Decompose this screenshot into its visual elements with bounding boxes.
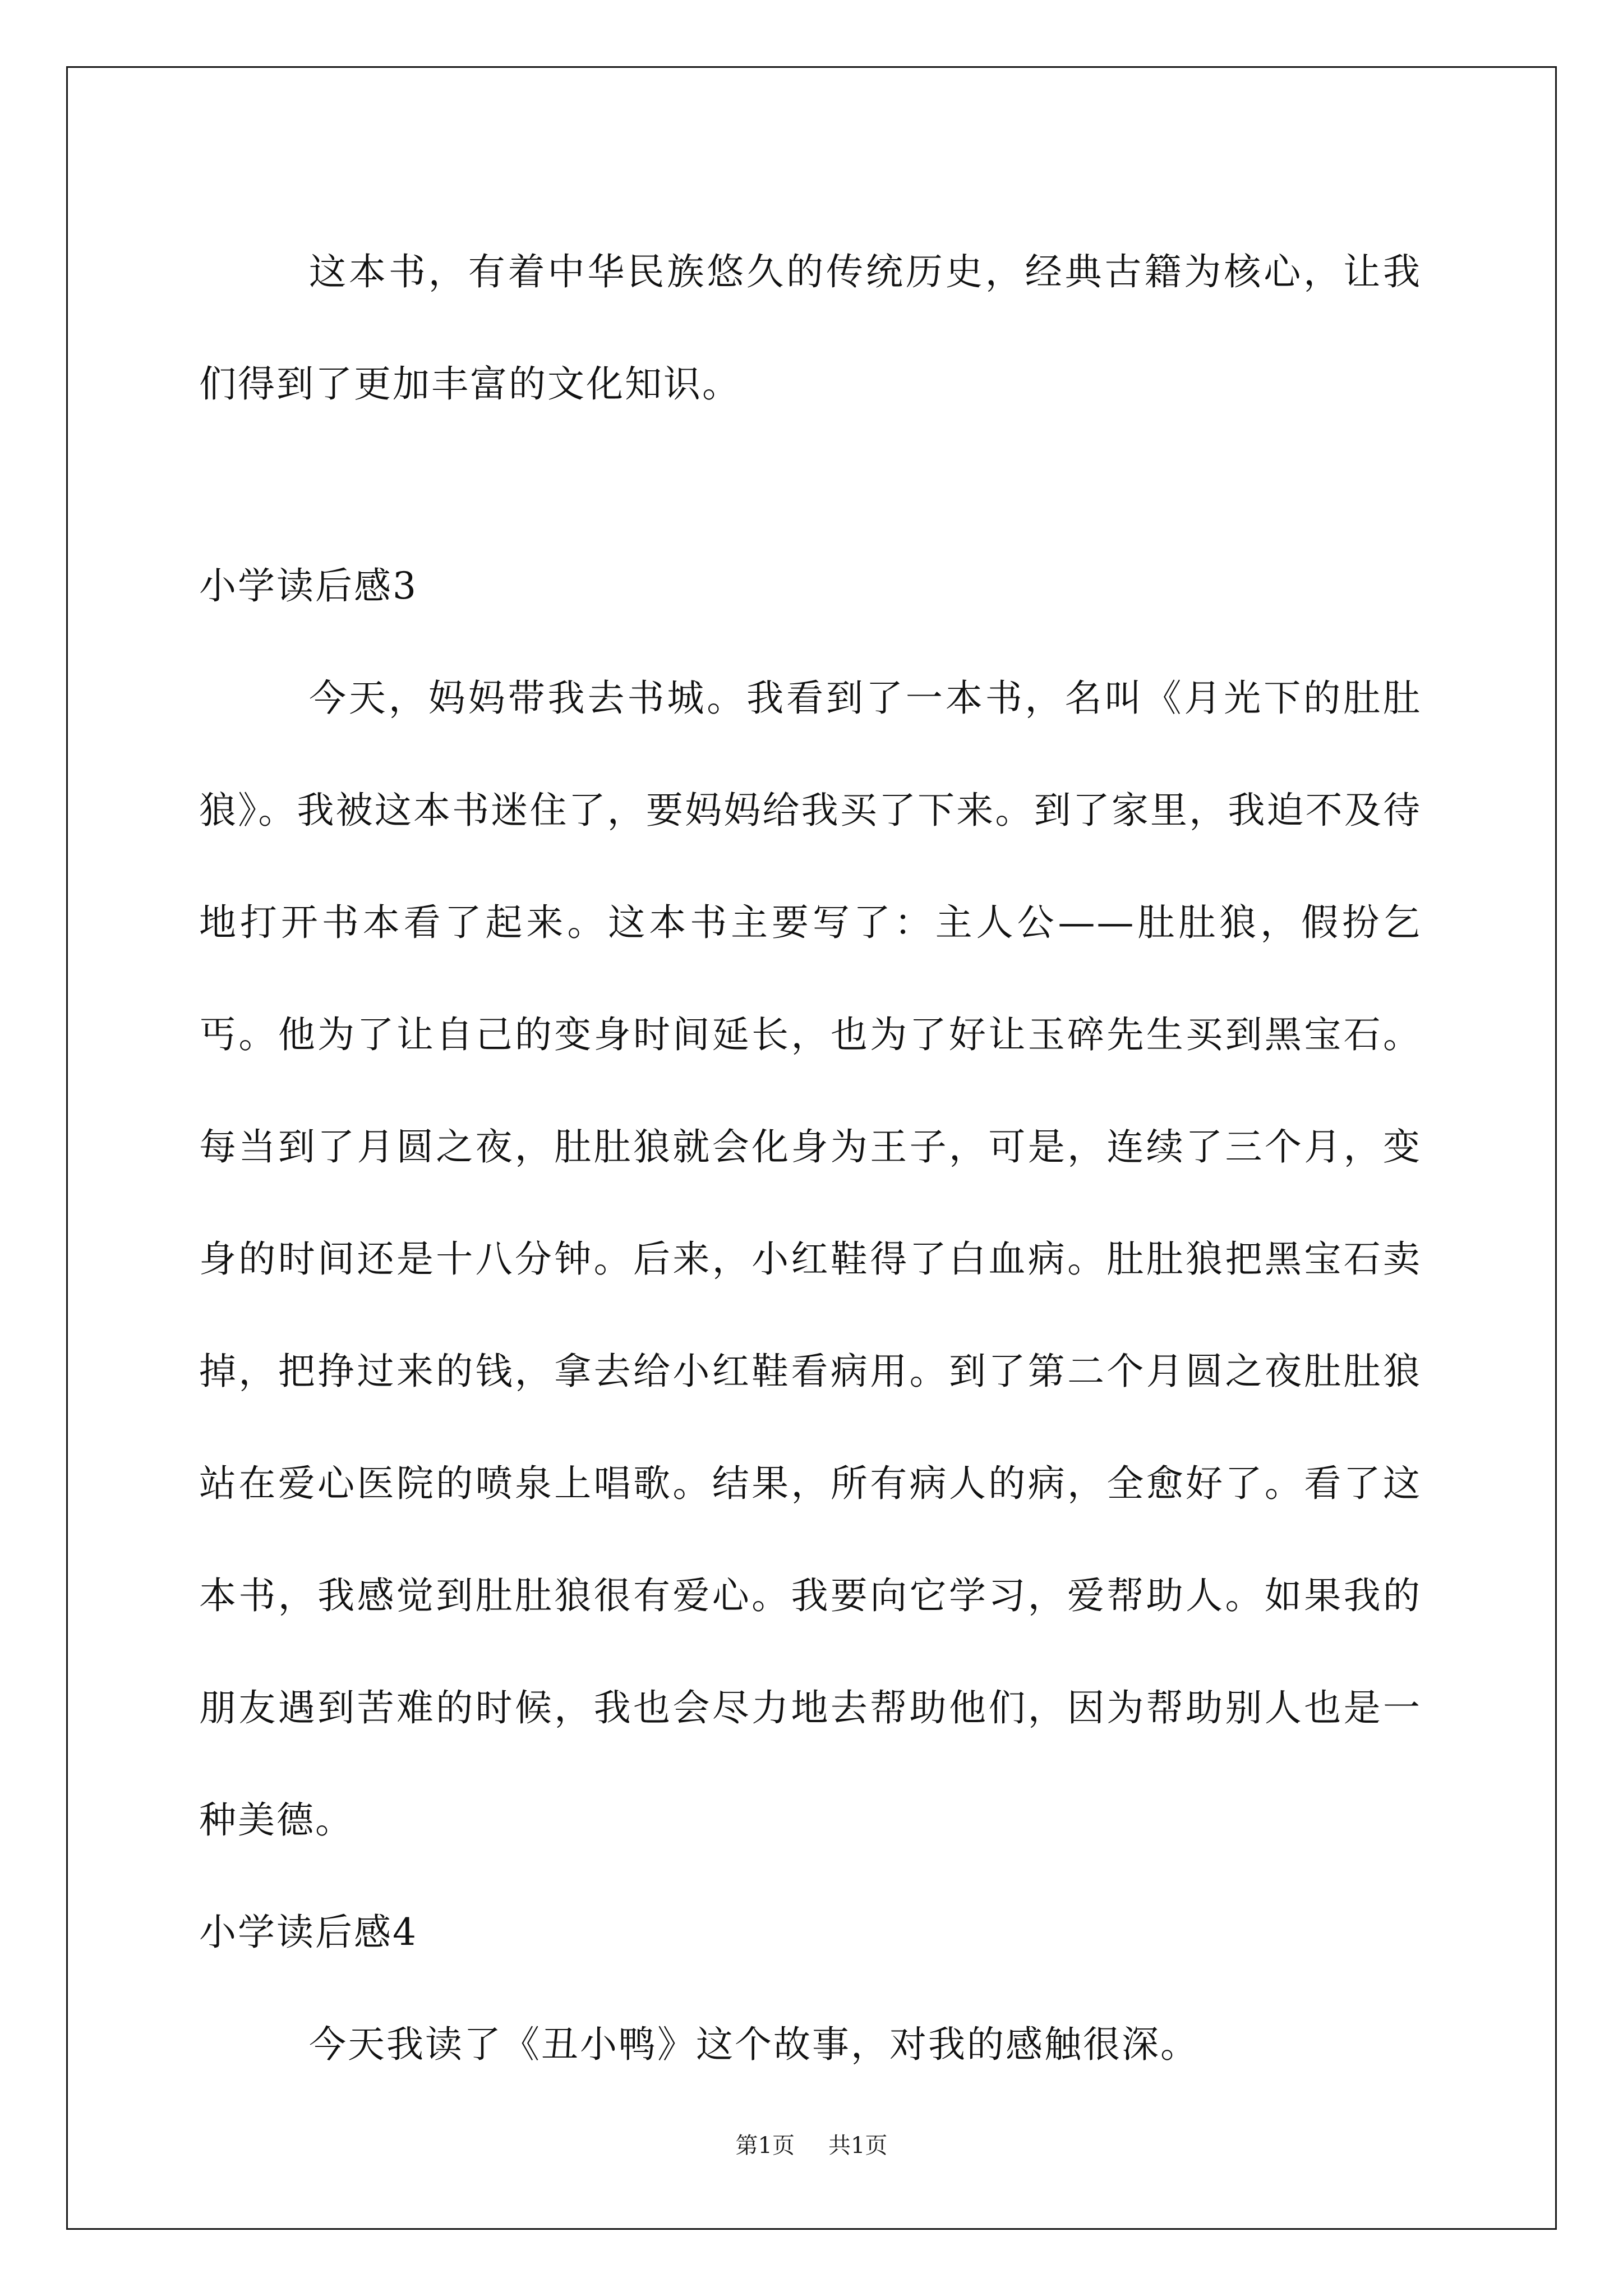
page-total: 共1页 [828, 2133, 888, 2159]
section-heading-3: 小学读后感3 [199, 564, 418, 608]
intro-paragraph: 这本书，有着中华民族悠久的传统历史，经典古籍为核心，让我们得到了更加丰富的文化知识。 [199, 250, 1422, 406]
section-4-paragraph: 今天我读了《丑小鸭》这个故事，对我的感触很深。 [309, 2023, 1199, 2066]
section-heading-4: 小学读后感4 [199, 1911, 418, 1954]
document-body [199, 216, 1422, 2101]
page-footer [0, 2129, 1623, 2162]
page-number: 第1页 [735, 2133, 795, 2159]
section-3-paragraph: 今天，妈妈带我去书城。我看到了一本书，名叫《月光下的肚肚狼》。我被这本书迷住了，要妈妈给我买了下来。到了家里，我迫不及待地打开书本看了起来。这本书主要写了：主人公——肚肚狼，假扮乞丐。他为了让自己的变身时间延长，也为了好让玉碎先生买到黑宝石。每当到了月圆之夜，肚肚狼就会化身为王子，可是，连续了三个月，变身的时间还是十八分钟。后来，小红鞋得了白血病。肚肚狼把黑宝石卖掉，把挣过来的钱，拿去给小红鞋看病用。到了第二个月圆之夜肚肚狼站在爱心医院的喷泉上唱歌。结果，所有病人的病，全愈好了。看了这本书，我感觉到肚肚狼很有爱心。我要向它学习，爱帮助人。如果我的朋友遇到苦难的时候，我也会尽力地去帮助他们，因为帮助别人也是一种美德。 [199, 677, 1422, 1842]
section-spacer [199, 440, 1422, 530]
